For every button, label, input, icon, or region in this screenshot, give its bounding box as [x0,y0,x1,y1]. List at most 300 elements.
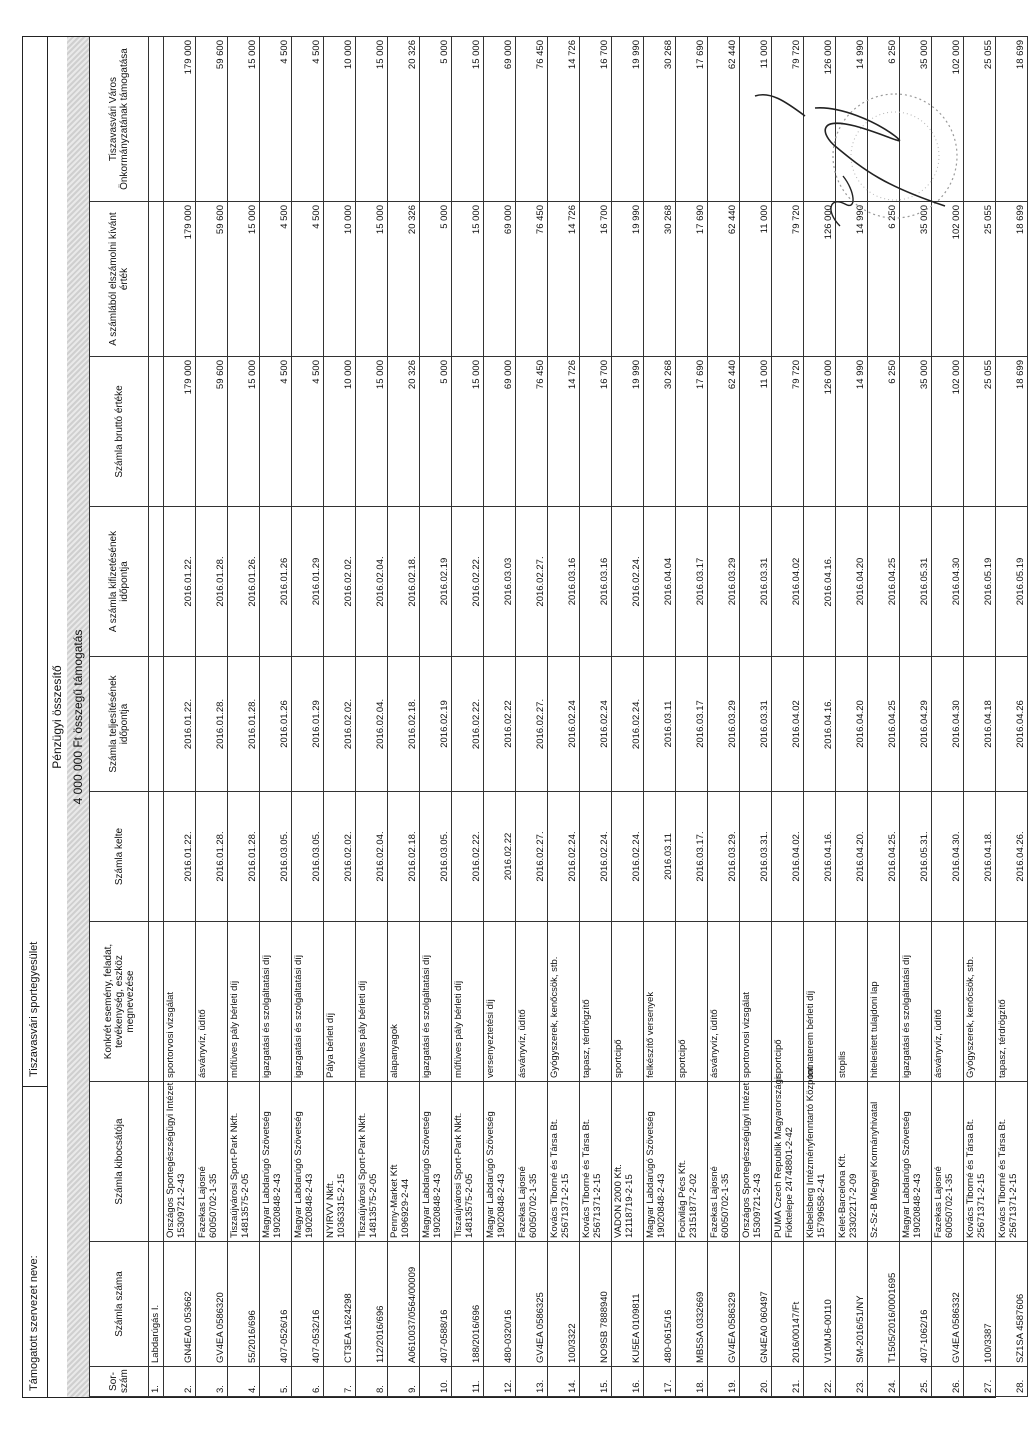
issuer-name: Magyar Labdarúgó Szövetség [645,1111,656,1238]
description: Gyógyszerek, kenőcsök, stb. [964,922,996,1082]
issuer-name: Fazekas Lajosné [709,1166,720,1238]
issuer-tax-number: 25671371-2-15 [592,1173,603,1238]
issuer-tax-number: 60050702-1-35 [944,1173,955,1238]
row-number: 10. [420,1367,452,1397]
section-number: 1. [149,1367,164,1397]
col-header-description: Konkrét esemény, feladat, tevékenység, eszköz megnevezése [90,922,149,1082]
issuer-tax-number: 15309721-2-43 [752,1173,763,1238]
payment-date: 2016.01.28. [196,507,228,657]
gross-value: 25 055 [964,357,996,507]
municipal-support: 19 990 [612,37,644,202]
invoice-date: 2016.03.31. [740,792,772,922]
payment-date: 2016.04.20 [836,507,868,657]
issuer-tax-number: 12118719-2-15 [624,1174,635,1238]
gross-value: 19 990 [612,357,644,507]
invoice-date: 2016.03.17. [676,792,708,922]
completion-date: 2016.03.17 [676,657,708,792]
claimed-value: 11 000 [740,202,772,357]
description: igazgatási és szolgáltatási díj [900,922,932,1082]
gross-value: 16 700 [580,357,612,507]
issuer [580,1082,612,1242]
claimed-value: 10 000 [324,202,356,357]
table-row [644,37,676,1397]
gross-value: 179 000 [164,357,196,507]
completion-date: 2016.03.29 [708,657,740,792]
gross-value: 15 000 [356,357,388,507]
stamp-outline [833,94,957,218]
invoice-number: GV4EA 0586332 [932,1242,964,1367]
claimed-value: 30 268 [644,202,676,357]
gross-value: 62 440 [708,357,740,507]
issuer [932,1082,964,1242]
invoice-number: T1505/2016/0001695 [868,1242,900,1367]
issuer-tax-number: 19020848-2-43 [656,1173,667,1238]
row-number: 20. [740,1367,772,1397]
issuer-name: Fazekas Lajosné [933,1166,944,1238]
table-row [324,37,356,1397]
claimed-value: 19 990 [612,202,644,357]
issuer-name: Kovács Tiborné és Társa Bt. [581,1118,592,1238]
row-number: 16. [612,1367,644,1397]
row-number: 9. [388,1367,420,1397]
description: ásványvíz, üdítő [708,922,740,1082]
issuer [356,1082,388,1242]
municipal-support: 4 500 [292,37,324,202]
invoice-date: 2016.04.30. [932,792,964,922]
invoice-number: 407-1062/16 [900,1242,932,1367]
invoice-date: 2016.02.18. [388,792,420,922]
payment-date: 2016.03.03 [484,507,516,657]
invoice-date: 2016.02.22 [484,792,516,922]
municipal-support: 79 720 [772,37,804,202]
municipal-support: 17 690 [676,37,708,202]
col-header-invoice-date: Számla kelte [90,792,149,922]
payment-date: 2016.02.18. [388,507,420,657]
invoice-number: 112/2016/696 [356,1242,388,1367]
municipal-support: 15 000 [356,37,388,202]
invoice-number: 407-0526/16 [260,1242,292,1367]
issuer-tax-number: 15309721-2-43 [176,1173,187,1238]
table-row [612,37,644,1397]
issuer [836,1082,868,1242]
claimed-value: 20 326 [388,202,420,357]
issuer-name: Kovács Tiborné és Társa Bt. [965,1118,976,1238]
issuer-name: Tiszaújvárosi Sport-Park Nkft. [357,1112,368,1238]
issuer [548,1082,580,1242]
organization-name: Tiszavasvári sportegyesület [28,941,40,1077]
payment-date: 2016.04.25 [868,507,900,657]
invoice-date: 2016.02.24. [580,792,612,922]
row-number: 24. [868,1367,900,1397]
completion-date: 2016.02.19 [420,657,452,792]
issuer-tax-number: 14813575-2-05 [240,1173,251,1238]
issuer [324,1082,356,1242]
issuer-name: NYIRVV Nkft. [325,1180,336,1238]
payment-date: 2016.02.04. [356,507,388,657]
table-row [516,37,548,1397]
issuer [612,1082,644,1242]
issuer-name: Kovács Tiborné és Társa Bt. [549,1118,560,1238]
invoice-date: 2016.02.24. [612,792,644,922]
issuer-tax-number: 15799658-2-41 [816,1173,827,1238]
row-number: 22. [804,1367,836,1397]
invoice-number: CT3EA 1624298 [324,1242,356,1367]
issuer [420,1082,452,1242]
issuer [804,1066,836,1242]
completion-date: 2016.01.28. [228,657,260,792]
description: sportcipő [612,922,644,1082]
table-row [708,37,740,1397]
completion-date: 2016.02.18. [388,657,420,792]
invoice-date: 2016.04.18. [964,792,996,922]
description: felkészítő versenyek [644,922,676,1082]
issuer [452,1082,484,1242]
payment-date: 2016.04.04 [644,507,676,657]
payment-date: 2016.03.17 [676,507,708,657]
issuer [740,1082,772,1242]
gross-value: 126 000 [804,357,836,507]
claimed-value: 4 500 [292,202,324,357]
issuer [388,1082,420,1242]
payment-date: 2016.01.22. [164,507,196,657]
issuer-tax-number: 60050702-1-35 [720,1173,731,1238]
gross-value: 11 000 [740,357,772,507]
table-row [676,37,708,1397]
row-number: 4. [228,1367,260,1397]
payment-date: 2016.04.30 [932,507,964,657]
payment-date: 2016.04.02 [772,507,804,657]
table-row [484,37,516,1397]
issuer-tax-number: 19020848-2-43 [912,1173,923,1238]
payment-date: 2016.03.29 [708,507,740,657]
gross-value: 18 699 [996,357,1028,507]
row-number: 6. [292,1367,324,1397]
issuer-tax-number: 25671371-2-15 [560,1173,571,1238]
gross-value: 14 726 [548,357,580,507]
description: stoplis [836,922,868,1082]
invoice-date: 2016.01.28. [196,792,228,922]
issuer-tax-number: 19020848-2-43 [272,1173,283,1238]
invoice-date: 2016.03.29. [708,792,740,922]
claimed-value: 15 000 [452,202,484,357]
row-number: 15. [580,1367,612,1397]
claimed-value: 14 990 [836,202,868,357]
municipal-support: 69 000 [484,37,516,202]
row-number: 25. [900,1367,932,1397]
issuer-name: Fazekas Lajosné [197,1166,208,1238]
description: igazgatási és szolgáltatási díj [292,922,324,1082]
issuer-tax-number: 19020848-2-43 [496,1173,507,1238]
table-row [260,37,292,1397]
organization-line [23,37,48,1397]
invoice-date: 2016.02.22. [452,792,484,922]
completion-date: 2016.01.29 [292,657,324,792]
issuer-name: Penny-Market Kft [389,1164,400,1238]
col-header-municipal-support: Tiszavasvári Város Önkormányzatának támogatása [90,37,149,202]
table-row [196,37,228,1397]
issuer-name: Magyar Labdarúgó Szövetség [261,1111,272,1238]
col-header-gross-value: Számla bruttó értéke [90,357,149,507]
completion-date: 2016.04.26 [996,657,1028,792]
invoice-date: 2016.05.31. [900,792,932,922]
issuer [164,1082,196,1242]
row-number: 3. [196,1367,228,1397]
issuer-name: Klebelsberg Intézményfenntartó Központ [805,1066,816,1238]
row-number: 23. [836,1367,868,1397]
claimed-value: 14 726 [548,202,580,357]
issuer-name: Tiszaújvárosi Sport-Park Nkft. [453,1112,464,1238]
description: tornaterem bérleti díj [804,922,836,1082]
section-label: Labdarúgás I. [149,1242,164,1367]
description: tapasz, térdrögzítő [580,922,612,1082]
description: igazgatási és szolgáltatási díj [420,922,452,1082]
description: tapasz, térdrögzítő [996,922,1028,1082]
description: sportorvosi vizsgálat [740,922,772,1082]
invoice-date: 2016.02.24. [548,792,580,922]
invoice-number: GN4EA0 060497 [740,1242,772,1367]
table-header-row [90,37,149,1397]
issuer-tax-number: 19020848-2-43 [304,1173,315,1238]
invoice-date: 2016.04.20. [836,792,868,922]
municipal-support: 62 440 [708,37,740,202]
completion-date: 2016.02.22 [484,657,516,792]
gross-value: 35 000 [900,357,932,507]
payment-date: 2016.03.16 [548,507,580,657]
gross-value: 10 000 [324,357,356,507]
completion-date: 2016.04.29 [900,657,932,792]
issuer [900,1082,932,1242]
gross-value: 17 690 [676,357,708,507]
invoice-number: 480-0320/16 [484,1242,516,1367]
invoice-number: MB5SA 0332669 [676,1242,708,1367]
gross-value: 102 000 [932,357,964,507]
invoice-number: V10MJ6-00110 [804,1242,836,1367]
col-header-sor: Sor-szám [90,1367,149,1397]
claimed-value: 35 000 [900,202,932,357]
gross-value: 30 268 [644,357,676,507]
invoice-date: 2016.04.25. [868,792,900,922]
municipal-support: 14 990 [836,37,868,202]
description: alapanyagok [388,922,420,1082]
title-line [47,37,68,1397]
issuer-name: Magyar Labdarúgó Szövetség [485,1111,496,1238]
table-row [228,37,260,1397]
payment-date: 2016.02.24. [612,507,644,657]
claimed-value: 18 699 [996,202,1028,357]
issuer-name: Kovács Tiborné és Társa Bt. [997,1118,1008,1238]
table-row [356,37,388,1397]
invoice-date: 2016.02.02. [324,792,356,922]
invoice-number: 100/3322 [548,1242,580,1367]
invoice-number: 188/2016/696 [452,1242,484,1367]
invoice-number: GV4EA 0586320 [196,1242,228,1367]
description: versenyeztetési díj [484,922,516,1082]
issuer [484,1082,516,1242]
invoice-number: SM-2016/51/NY [836,1242,868,1367]
col-header-issuer: Számla kibocsátója [90,1082,149,1242]
claimed-value: 179 000 [164,202,196,357]
completion-date: 2016.04.30 [932,657,964,792]
gross-value: 15 000 [228,357,260,507]
invoice-number: 407-0532/16 [292,1242,324,1367]
completion-date: 2016.01.28. [196,657,228,792]
claimed-value: 15 000 [356,202,388,357]
description: műfüves pály bérleti díj [356,922,388,1082]
issuer-tax-number: 60050702-1-35 [528,1173,539,1238]
completion-date: 2016.03.11 [644,657,676,792]
completion-date: 2016.04.20 [836,657,868,792]
invoice-date: 2016.04.16. [804,792,836,922]
signature-initials [831,176,853,226]
invoice-number: 480-0615/16 [644,1242,676,1367]
issuer [516,1082,548,1242]
claimed-value: 102 000 [932,202,964,357]
row-number: 8. [356,1367,388,1397]
gross-value: 76 450 [516,357,548,507]
description: ásványvíz, üdítő [196,922,228,1082]
payment-date: 2016.05.31 [900,507,932,657]
description: sportcipő [772,922,804,1082]
issuer-name: Sz-Sz-B Megyei Kormányhivatal [869,1101,880,1238]
payment-date: 2016.02.19 [420,507,452,657]
issuer-tax-number: 14813575-2-05 [464,1173,475,1238]
description: sportorvosi vizsgálat [164,922,196,1082]
issuer-tax-number: 1096929-2-44 [400,1178,411,1238]
description: hitelesített tulajdoni lap [868,922,900,1082]
issuer [292,1082,324,1242]
payment-date: 2016.02.27. [516,507,548,657]
section-row [149,37,164,1397]
row-number: 14. [548,1367,580,1397]
description: igazgatási és szolgáltatási díj [260,922,292,1082]
issuer [676,1082,708,1242]
col-header-payment-date: A számla kifizetésének időpontja [90,507,149,657]
municipal-support: 20 326 [388,37,420,202]
issuer [196,1082,228,1242]
issuer-tax-number: Fióktelepe 24748801-2-42 [784,1127,795,1238]
issuer [996,1082,1028,1242]
gross-value: 79 720 [772,357,804,507]
row-number: 5. [260,1367,292,1397]
issuer-tax-number: 60050702-1-35 [208,1173,219,1238]
municipal-support: 14 726 [548,37,580,202]
description: Pálya bérleti díj [324,922,356,1082]
municipal-support: 18 699 [996,37,1028,202]
completion-date: 2016.02.27. [516,657,548,792]
invoice-number: NO9SB 7888940 [580,1242,612,1367]
municipal-support: 15 000 [228,37,260,202]
description: Gyógyszerek, kenőcsök, stb. [548,922,580,1082]
municipal-support: 16 700 [580,37,612,202]
municipal-support: 126 000 [804,37,836,202]
completion-date: 2016.02.24 [580,657,612,792]
municipal-support: 10 000 [324,37,356,202]
completion-date: 2016.02.22. [452,657,484,792]
payment-date: 2016.02.02. [324,507,356,657]
invoice-date: 2016.02.27. [516,792,548,922]
invoice-date: 2016.03.11 [644,792,676,922]
issuer [644,1082,676,1242]
completion-date: 2016.01.26 [260,657,292,792]
claimed-value: 16 700 [580,202,612,357]
row-number: 27. [964,1367,996,1397]
col-header-claimed-value: A számlából elszámolni kívánt érték [90,202,149,357]
signature-and-stamp-image [745,56,1005,266]
invoice-date: 2016.01.28. [228,792,260,922]
issuer-name: Kelet-Barcelona Kft. [837,1153,848,1238]
invoice-date: 2016.01.22. [164,792,196,922]
description: sportcipő [676,922,708,1082]
invoice-date: 2016.04.26. [996,792,1028,922]
table-row [452,37,484,1397]
description: műfüves pály bérleti díj [452,922,484,1082]
municipal-support: 4 500 [260,37,292,202]
support-amount-text: 4 000 000 Ft összegű támogatás [71,629,85,805]
invoice-date: 2016.04.02. [772,792,804,922]
payment-date: 2016.05.19 [964,507,996,657]
municipal-support: 11 000 [740,37,772,202]
description: ásványvíz, üdítő [932,922,964,1082]
completion-date: 2016.02.24. [612,657,644,792]
payment-date: 2016.04.16. [804,507,836,657]
issuer [868,1082,900,1242]
signature-stroke [755,95,945,206]
municipal-support: 102 000 [932,37,964,202]
support-amount-banner [67,37,90,1397]
payment-date: 2016.03.16 [580,507,612,657]
municipal-support: 6 250 [868,37,900,202]
completion-date: 2016.04.02 [772,657,804,792]
claimed-value: 69 000 [484,202,516,357]
payment-date: 2016.05.19 [996,507,1028,657]
gross-value: 5 000 [420,357,452,507]
issuer-name: Magyar Labdarúgó Szövetség [293,1111,304,1238]
municipal-support: 5 000 [420,37,452,202]
row-number: 11. [452,1367,484,1397]
invoice-number: A0610037/0564/00009 [388,1242,420,1367]
claimed-value: 17 690 [676,202,708,357]
table-row [420,37,452,1397]
invoice-number: 2016/00147/Ft [772,1242,804,1367]
table-row [388,37,420,1397]
issuer-name: Fazekas Lajosné [517,1166,528,1238]
payment-date: 2016.02.22. [452,507,484,657]
organization-label: Támogatott szervezet neve: [28,1255,40,1391]
claimed-value: 62 440 [708,202,740,357]
gross-value: 69 000 [484,357,516,507]
payment-date: 2016.03.31 [740,507,772,657]
municipal-support: 59 600 [196,37,228,202]
issuer [964,1082,996,1242]
payment-date: 2016.01.29 [292,507,324,657]
claimed-value: 76 450 [516,202,548,357]
invoice-number: GN4EA0 053662 [164,1242,196,1367]
claimed-value: 25 055 [964,202,996,357]
completion-date: 2016.01.22. [164,657,196,792]
issuer-tax-number: 19020848-2-43 [432,1173,443,1238]
table-row [580,37,612,1397]
gross-value: 4 500 [292,357,324,507]
row-number: 7. [324,1367,356,1397]
completion-date: 2016.03.31 [740,657,772,792]
issuer-name: Országos Sportegészségügyi Intézet [165,1082,176,1238]
description: műfüves pály bérleti díj [228,922,260,1082]
issuer-tax-number: 23302217-2-09 [848,1173,859,1238]
invoice-number: 100/3387 [964,1242,996,1367]
gross-value: 6 250 [868,357,900,507]
table-row [548,37,580,1397]
issuer-name: Focivilág Pécs Kft. [677,1159,688,1238]
